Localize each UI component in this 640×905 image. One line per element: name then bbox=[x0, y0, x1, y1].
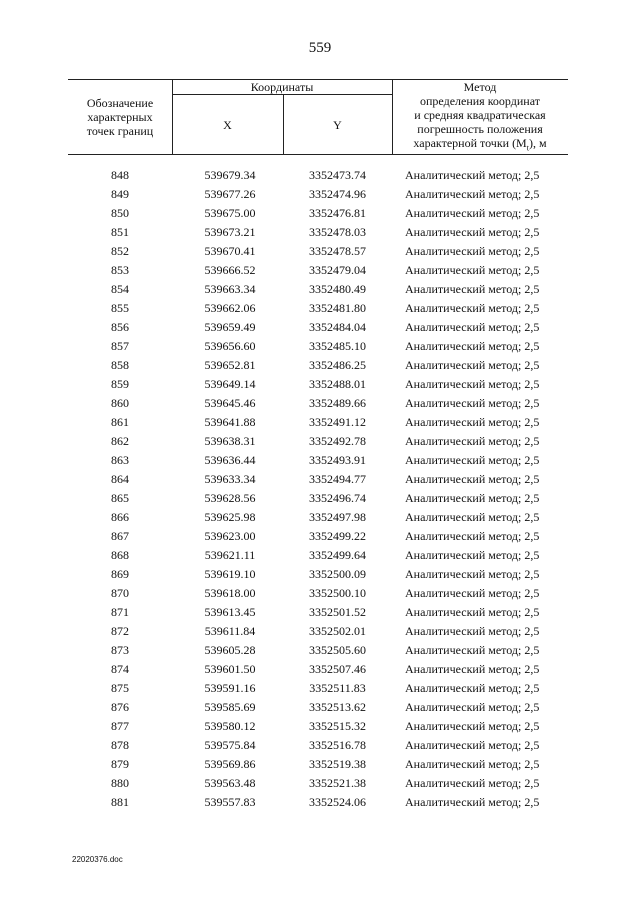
method-cell: Аналитический метод; 2,5 bbox=[405, 358, 540, 372]
coord-y: 3352485.10 bbox=[309, 339, 366, 353]
point-number: 870 bbox=[111, 586, 129, 600]
table-row bbox=[0, 622, 640, 641]
method-cell: Аналитический метод; 2,5 bbox=[405, 662, 540, 676]
method-cell: Аналитический метод; 2,5 bbox=[405, 301, 540, 315]
point-number: 873 bbox=[111, 643, 129, 657]
table-row bbox=[0, 470, 640, 489]
table-row bbox=[0, 204, 640, 223]
coord-y: 3352481.80 bbox=[309, 301, 366, 315]
method-cell: Аналитический метод; 2,5 bbox=[405, 776, 540, 790]
coord-x: 539557.83 bbox=[204, 795, 256, 809]
table-row bbox=[0, 375, 640, 394]
coord-x: 539652.81 bbox=[204, 358, 256, 372]
header-point-label: Обозначение характерных точек границ bbox=[86, 96, 154, 138]
coord-x: 539638.31 bbox=[204, 434, 256, 448]
coord-x: 539656.60 bbox=[204, 339, 256, 353]
coord-y: 3352491.12 bbox=[309, 415, 366, 429]
table-row bbox=[0, 565, 640, 584]
point-number: 871 bbox=[111, 605, 129, 619]
point-number: 850 bbox=[111, 206, 129, 220]
header-y: Y bbox=[333, 118, 342, 132]
point-number: 863 bbox=[111, 453, 129, 467]
method-cell: Аналитический метод; 2,5 bbox=[405, 624, 540, 638]
point-number: 878 bbox=[111, 738, 129, 752]
coord-y: 3352478.57 bbox=[309, 244, 366, 258]
header-x: X bbox=[223, 118, 232, 132]
coord-y: 3352489.66 bbox=[309, 396, 366, 410]
coord-x: 539673.21 bbox=[204, 225, 256, 239]
coord-y: 3352496.74 bbox=[309, 491, 366, 505]
table-row bbox=[0, 280, 640, 299]
coord-y: 3352521.38 bbox=[309, 776, 366, 790]
point-number: 881 bbox=[111, 795, 129, 809]
point-number: 875 bbox=[111, 681, 129, 695]
coord-x: 539633.34 bbox=[204, 472, 256, 486]
point-number: 868 bbox=[111, 548, 129, 562]
method-cell: Аналитический метод; 2,5 bbox=[405, 225, 540, 239]
method-cell: Аналитический метод; 2,5 bbox=[405, 244, 540, 258]
table-row bbox=[0, 413, 640, 432]
method-cell: Аналитический метод; 2,5 bbox=[405, 168, 540, 182]
method-cell: Аналитический метод; 2,5 bbox=[405, 187, 540, 201]
coord-x: 539663.34 bbox=[204, 282, 256, 296]
coord-x: 539563.48 bbox=[204, 776, 256, 790]
coord-x: 539619.10 bbox=[204, 567, 256, 581]
coord-x: 539585.69 bbox=[204, 700, 256, 714]
method-cell: Аналитический метод; 2,5 bbox=[405, 738, 540, 752]
coord-y: 3352473.74 bbox=[309, 168, 366, 182]
table-row bbox=[0, 489, 640, 508]
point-number: 866 bbox=[111, 510, 129, 524]
method-cell: Аналитический метод; 2,5 bbox=[405, 567, 540, 581]
table-row bbox=[0, 546, 640, 565]
point-number: 862 bbox=[111, 434, 129, 448]
coordinates-rule bbox=[172, 94, 392, 95]
method-cell: Аналитический метод; 2,5 bbox=[405, 377, 540, 391]
method-cell: Аналитический метод; 2,5 bbox=[405, 586, 540, 600]
document-filename: 22020376.doc bbox=[72, 855, 123, 864]
coord-y: 3352474.96 bbox=[309, 187, 366, 201]
coord-x: 539662.06 bbox=[204, 301, 256, 315]
coord-x: 539601.50 bbox=[204, 662, 256, 676]
method-cell: Аналитический метод; 2,5 bbox=[405, 396, 540, 410]
table-row bbox=[0, 660, 640, 679]
point-number: 874 bbox=[111, 662, 129, 676]
table-row bbox=[0, 318, 640, 337]
header-method: Метод определения координат и средняя квадратическая погрешность положения характерной точки $(M_t)$, м bbox=[413, 80, 547, 153]
coord-y: 3352507.46 bbox=[309, 662, 366, 676]
coord-x: 539666.52 bbox=[204, 263, 256, 277]
method-cell: Аналитический метод; 2,5 bbox=[405, 757, 540, 771]
coord-x: 539675.00 bbox=[204, 206, 256, 220]
table-row bbox=[0, 299, 640, 318]
coord-y: 3352484.04 bbox=[309, 320, 366, 334]
coord-y: 3352494.77 bbox=[309, 472, 366, 486]
coord-y: 3352486.25 bbox=[309, 358, 366, 372]
table-row bbox=[0, 717, 640, 736]
table-row bbox=[0, 166, 640, 185]
coord-x: 539659.49 bbox=[204, 320, 256, 334]
point-number: 876 bbox=[111, 700, 129, 714]
method-cell: Аналитический метод; 2,5 bbox=[405, 681, 540, 695]
point-number: 879 bbox=[111, 757, 129, 771]
coord-y: 3352519.38 bbox=[309, 757, 366, 771]
coord-y: 3352478.03 bbox=[309, 225, 366, 239]
point-number: 864 bbox=[111, 472, 129, 486]
coord-x: 539611.84 bbox=[204, 624, 256, 638]
method-cell: Аналитический метод; 2,5 bbox=[405, 491, 540, 505]
table-row bbox=[0, 508, 640, 527]
point-number: 859 bbox=[111, 377, 129, 391]
table-row bbox=[0, 451, 640, 470]
coord-x: 539645.46 bbox=[204, 396, 256, 410]
coord-y: 3352524.06 bbox=[309, 795, 366, 809]
coord-y: 3352516.78 bbox=[309, 738, 366, 752]
table-row bbox=[0, 223, 640, 242]
coord-y: 3352479.04 bbox=[309, 263, 366, 277]
table-body bbox=[0, 166, 640, 812]
coord-x: 539679.34 bbox=[204, 168, 256, 182]
table-row bbox=[0, 774, 640, 793]
point-number: 849 bbox=[111, 187, 129, 201]
coord-x: 539580.12 bbox=[204, 719, 256, 733]
method-cell: Аналитический метод; 2,5 bbox=[405, 548, 540, 562]
method-cell: Аналитический метод; 2,5 bbox=[405, 643, 540, 657]
coord-y: 3352500.09 bbox=[309, 567, 366, 581]
coord-x: 539649.14 bbox=[204, 377, 256, 391]
point-number: 860 bbox=[111, 396, 129, 410]
coord-x: 539670.41 bbox=[204, 244, 256, 258]
coord-y: 3352492.78 bbox=[309, 434, 366, 448]
table-row bbox=[0, 584, 640, 603]
coord-y: 3352480.49 bbox=[309, 282, 366, 296]
method-cell: Аналитический метод; 2,5 bbox=[405, 605, 540, 619]
coord-x: 539628.56 bbox=[204, 491, 256, 505]
point-number: 856 bbox=[111, 320, 129, 334]
coord-x: 539591.16 bbox=[204, 681, 256, 695]
point-number: 855 bbox=[111, 301, 129, 315]
table-row bbox=[0, 394, 640, 413]
method-cell: Аналитический метод; 2,5 bbox=[405, 453, 540, 467]
method-cell: Аналитический метод; 2,5 bbox=[405, 795, 540, 809]
coord-x: 539605.28 bbox=[204, 643, 256, 657]
method-cell: Аналитический метод; 2,5 bbox=[405, 510, 540, 524]
method-cell: Аналитический метод; 2,5 bbox=[405, 339, 540, 353]
table-row bbox=[0, 736, 640, 755]
coord-x: 539623.00 bbox=[204, 529, 256, 543]
table-row bbox=[0, 261, 640, 280]
method-cell: Аналитический метод; 2,5 bbox=[405, 415, 540, 429]
point-number: 858 bbox=[111, 358, 129, 372]
coord-y: 3352511.83 bbox=[309, 681, 366, 695]
point-number: 857 bbox=[111, 339, 129, 353]
table-row bbox=[0, 337, 640, 356]
table-row bbox=[0, 242, 640, 261]
table-row bbox=[0, 432, 640, 451]
table-row bbox=[0, 603, 640, 622]
table-row bbox=[0, 527, 640, 546]
coord-x: 539621.11 bbox=[204, 548, 256, 562]
point-number: 865 bbox=[111, 491, 129, 505]
method-cell: Аналитический метод; 2,5 bbox=[405, 282, 540, 296]
method-cell: Аналитический метод; 2,5 bbox=[405, 719, 540, 733]
point-number: 861 bbox=[111, 415, 129, 429]
coord-y: 3352501.52 bbox=[309, 605, 366, 619]
coord-y: 3352513.62 bbox=[309, 700, 366, 714]
coord-y: 3352476.81 bbox=[309, 206, 366, 220]
point-number: 852 bbox=[111, 244, 129, 258]
coord-x: 539625.98 bbox=[204, 510, 256, 524]
coord-y: 3352499.22 bbox=[309, 529, 366, 543]
coord-y: 3352499.64 bbox=[309, 548, 366, 562]
table-row bbox=[0, 755, 640, 774]
coord-y: 3352515.32 bbox=[309, 719, 366, 733]
point-number: 872 bbox=[111, 624, 129, 638]
method-cell: Аналитический метод; 2,5 bbox=[405, 529, 540, 543]
coord-y: 3352500.10 bbox=[309, 586, 366, 600]
point-number: 867 bbox=[111, 529, 129, 543]
method-cell: Аналитический метод; 2,5 bbox=[405, 700, 540, 714]
coord-x: 539569.86 bbox=[204, 757, 256, 771]
page-number: 559 bbox=[308, 40, 332, 56]
method-cell: Аналитический метод; 2,5 bbox=[405, 472, 540, 486]
coord-y: 3352493.91 bbox=[309, 453, 366, 467]
coord-x: 539575.84 bbox=[204, 738, 256, 752]
coord-y: 3352497.98 bbox=[309, 510, 366, 524]
point-number: 854 bbox=[111, 282, 129, 296]
method-cell: Аналитический метод; 2,5 bbox=[405, 434, 540, 448]
point-number: 880 bbox=[111, 776, 129, 790]
table-row bbox=[0, 641, 640, 660]
coord-x: 539613.45 bbox=[204, 605, 256, 619]
method-cell: Аналитический метод; 2,5 bbox=[405, 320, 540, 334]
point-number: 851 bbox=[111, 225, 129, 239]
table-row bbox=[0, 793, 640, 812]
point-number: 869 bbox=[111, 567, 129, 581]
coord-x: 539618.00 bbox=[204, 586, 256, 600]
coord-x: 539677.26 bbox=[204, 187, 256, 201]
method-cell: Аналитический метод; 2,5 bbox=[405, 206, 540, 220]
table-row bbox=[0, 185, 640, 204]
point-number: 853 bbox=[111, 263, 129, 277]
coord-y: 3352488.01 bbox=[309, 377, 366, 391]
header-coordinates: Координаты bbox=[250, 80, 314, 94]
coord-y: 3352505.60 bbox=[309, 643, 366, 657]
table-row bbox=[0, 679, 640, 698]
table-row bbox=[0, 356, 640, 375]
point-number: 877 bbox=[111, 719, 129, 733]
coord-x: 539641.88 bbox=[204, 415, 256, 429]
coord-x: 539636.44 bbox=[204, 453, 256, 467]
table-row bbox=[0, 698, 640, 717]
coord-y: 3352502.01 bbox=[309, 624, 366, 638]
point-number: 848 bbox=[111, 168, 129, 182]
method-cell: Аналитический метод; 2,5 bbox=[405, 263, 540, 277]
